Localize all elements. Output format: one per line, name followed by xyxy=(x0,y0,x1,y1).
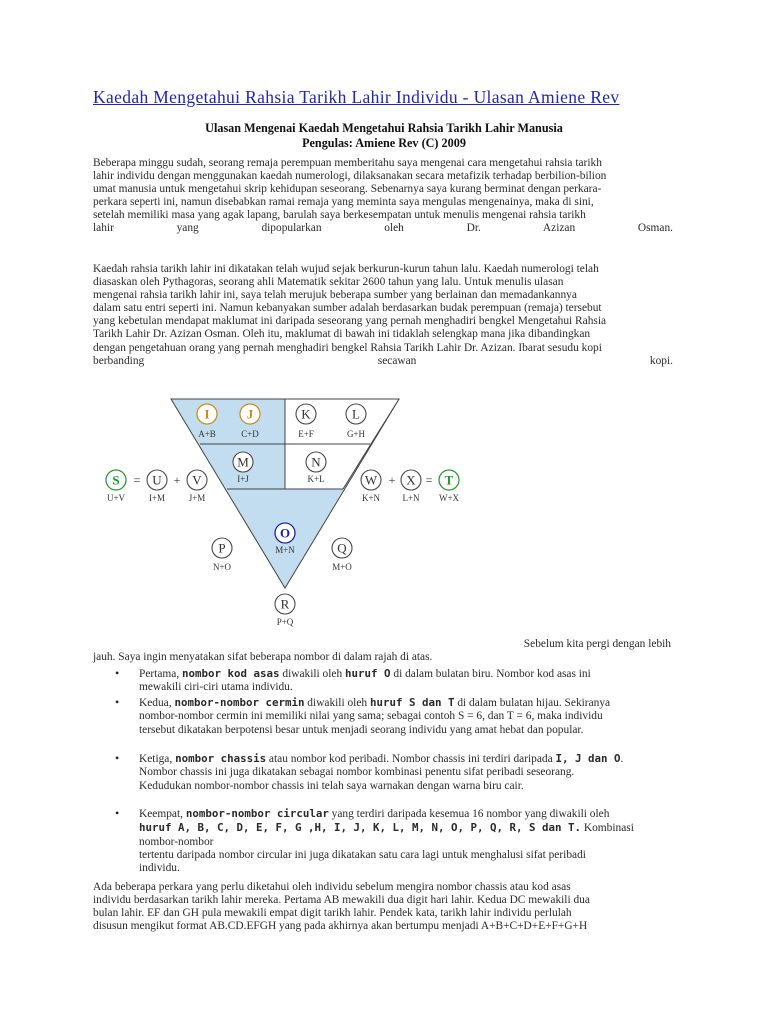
text-line: perkara seperti ini, namun disebabkan ramai remaja yang meminta saya mengulas mengenainya, maka di sini, xyxy=(93,196,594,209)
text-line: individu berdasarkan tarikh lahir mereka. Pertama AB mewakili dua digit hari lahir. Kedua DC mewakili dua xyxy=(93,894,590,907)
lead-in-paragraph xyxy=(93,638,673,664)
text-line: Beberapa minggu sudah, seorang remaja perempuan memberitahu saya mengenai cara mengetahui rahsia tarikh xyxy=(93,157,602,169)
node-s xyxy=(106,470,126,503)
format-paragraph xyxy=(93,881,673,933)
text-run: mewakili ciri-ciri utama individu. xyxy=(139,681,293,694)
text-line: yang kebetulan mendapat maklumat ini daripada seseorang yang pernah menghadiri bengkel Mengetahui Rahsia xyxy=(93,315,607,328)
node-formula: N+O xyxy=(212,562,232,572)
node-n xyxy=(306,452,326,484)
node-formula: C+D xyxy=(241,429,259,439)
text-run: Kedudukan nombor-nombor chassis ini telah saya warnakan dengan warna biru cair. xyxy=(139,779,524,792)
node-formula: G+H xyxy=(346,429,366,439)
text-run: diwakili oleh xyxy=(304,697,370,709)
node-formula: A+B xyxy=(198,429,216,439)
text-line: dengan pengetahuan orang yang pernah menghadiri bengkel Rahsia Tarikh Lahir Dr. Azizan. Ibarat sesudu kopi xyxy=(93,341,602,354)
bullet-item-circular xyxy=(139,807,674,875)
text-run: diwakili oleh xyxy=(279,668,346,680)
bullet-item-cermin xyxy=(139,696,674,737)
text-run: di dalam bulatan hijau. Sekiranya xyxy=(454,697,611,709)
node-k xyxy=(296,404,316,439)
equals-sign: = xyxy=(133,473,141,487)
bold-term: huruf A, B, C, D, E, F, G ,H, I, J, K, L, M, N, O, P, Q, R, S dan T. xyxy=(139,821,582,835)
text-line: Tarikh Lahir Dr. Azizan Osman. Oleh itu, maklumat di bawah ini tidaklah selengkap mana jika dibandingkan xyxy=(93,328,591,341)
node-letter: Q xyxy=(337,540,347,556)
node-j xyxy=(240,404,260,439)
node-formula: P+Q xyxy=(276,617,294,627)
text-line: setelah memiliki masa yang agak lapang, barulah saya berkesempatan untuk menulis mengenai rahsia tarikh xyxy=(93,209,586,222)
node-formula: J+M xyxy=(188,493,206,503)
node-letter: W xyxy=(364,472,378,488)
node-letter: O xyxy=(279,525,291,541)
node-formula: E+F xyxy=(298,429,314,439)
node-letter: M xyxy=(237,454,249,470)
node-o xyxy=(275,523,295,555)
node-v xyxy=(187,470,207,503)
text-run: Kombinasi nombor-nombor xyxy=(139,822,634,848)
node-letter: J xyxy=(246,406,254,422)
text-run: Nombor chassis ini juga dikatakan sebagai nombor kombinasi penentu sifat peribadi seseorang. xyxy=(139,766,575,779)
bullet-marker: • xyxy=(115,695,120,709)
text-run: atau nombor kod peribadi. Nombor chassis ini terdiri daripada xyxy=(266,753,556,765)
bold-term: nombor kod asas xyxy=(182,667,280,680)
plus-sign: + xyxy=(173,473,181,487)
page-title[interactable]: Kaedah Mengetahui Rahsia Tarikh Lahir Individu - Ulasan Amiene Rev xyxy=(93,87,620,107)
node-w xyxy=(361,470,381,503)
node-q xyxy=(332,538,352,572)
node-formula: M+O xyxy=(332,562,352,572)
node-letter: I xyxy=(204,406,210,422)
node-t xyxy=(439,470,460,503)
text-line: lahir individu dengan menggunakan kaedah numerologi, dilaksanakan secara metafizik terhadap berbilion-bilion xyxy=(93,170,607,183)
bold-term: nombor-nombor circular xyxy=(185,807,329,820)
node-letter: S xyxy=(112,472,120,488)
bold-term: huruf O xyxy=(345,667,391,680)
text-run: yang terdiri daripada kesemua 16 nombor yang diwakili oleh xyxy=(328,808,610,820)
node-x xyxy=(401,470,421,503)
node-formula: I+M xyxy=(148,493,166,503)
bold-term: huruf S dan T xyxy=(369,696,455,709)
text-line: diasaskan oleh Pythagoras, seorang ahli Matematik sekitar 2600 tahun yang lalu. Untuk menulis ulasan xyxy=(93,276,564,289)
bold-term: nombor chassis xyxy=(175,752,267,765)
text-run: Kedua, xyxy=(139,697,175,709)
text-run: individu. xyxy=(139,862,180,875)
text-run: tertentu daripada nombor circular ini juga dikatakan satu cara lagi untuk menghalusi sifat peribadi xyxy=(139,848,586,861)
node-r xyxy=(275,594,295,627)
bullet-marker: • xyxy=(115,751,120,765)
node-i xyxy=(197,404,217,439)
node-p xyxy=(212,538,232,572)
text-line: bulan lahir. EF dan GH pula mewakili empat digit tarikh lahir. Pendek kata, tarikh lahir individu perlulah xyxy=(93,907,572,920)
text-run: Pertama, xyxy=(139,668,183,680)
node-formula: W+X xyxy=(438,493,460,503)
text-run: Keempat, xyxy=(139,808,186,820)
text-line: berbanding secawan kopi. xyxy=(93,354,673,367)
node-letter: R xyxy=(280,596,290,612)
text-run: di dalam bulatan biru. Nombor kod asas ini xyxy=(390,668,591,680)
equals-sign: = xyxy=(425,473,433,487)
node-formula: M+N xyxy=(275,545,295,555)
node-letter: X xyxy=(406,472,416,488)
node-letter: T xyxy=(444,472,454,488)
node-formula: L+N xyxy=(402,493,420,503)
node-letter: K xyxy=(301,406,311,422)
bullet-marker: • xyxy=(115,806,120,820)
bold-term: I, J dan O xyxy=(555,752,621,765)
bullet-item-kod-asas xyxy=(139,667,674,695)
subtitle-heading: Ulasan Mengenai Kaedah Mengetahui Rahsia Tarikh Lahir Manusia xyxy=(205,121,563,135)
text-run: tersebut dikatakan berpotensi besar untuk menjadi seorang individu yang amat hebat dan popular. xyxy=(139,723,584,736)
bold-term: nombor-nombor cermin xyxy=(174,696,305,709)
node-formula: K+N xyxy=(361,493,381,503)
node-letter: P xyxy=(218,540,226,556)
text-line: umat manusia untuk mengetahui skrip kehidupan seseorang. Sebenarnya saya kurang berminat dengan perkara- xyxy=(93,183,602,196)
node-l xyxy=(346,404,366,439)
node-letter: V xyxy=(192,472,202,488)
text-run: . xyxy=(620,753,624,765)
plus-sign: + xyxy=(388,473,396,487)
text-run: Ketiga, xyxy=(139,753,176,765)
text-line: lahir yang dipopularkan oleh Dr. Azizan Osman. xyxy=(93,222,673,235)
bullet-item-chassis xyxy=(139,752,674,793)
text-line: jauh. Saya ingin menyatakan sifat beberapa nombor di dalam rajah di atas. xyxy=(93,651,433,664)
text-line: Ada beberapa perkara yang perlu diketahui oleh individu sebelum mengira nombor chassis atau kod asas xyxy=(93,881,571,893)
text-line: dalam satu entri seperti ini. Namun kebanyakan sumber adalah berdasarkan budak perempuan (remaja) tersebut xyxy=(93,302,602,315)
node-letter: L xyxy=(352,406,360,422)
reviewer-heading: Pengulas: Amiene Rev (C) 2009 xyxy=(302,136,466,150)
node-letter: N xyxy=(311,454,321,470)
node-u xyxy=(147,470,167,503)
text-line: disusun mengikut format AB.CD.EFGH yang pada akhirnya akan bertumpu menjadi A+B+C+D+E+F+G+H xyxy=(93,920,588,933)
node-formula: I+J xyxy=(237,474,249,484)
bullet-marker: • xyxy=(115,666,120,680)
node-letter: U xyxy=(152,472,162,488)
node-formula: U+V xyxy=(106,493,126,503)
text-line: mengenai rahsia tarikh lahir ini, saya telah merujuk beberapa sumber yang berlainan dan memadankannya xyxy=(93,289,577,302)
text-line: Sebelum kita pergi dengan lebih xyxy=(523,638,671,650)
text-line: Kaedah rahsia tarikh lahir ini dikatakan telah wujud sejak berkurun-kurun tahun lalu. Kaedah numerologi telah xyxy=(93,263,599,275)
node-formula: K+L xyxy=(307,474,325,484)
text-run: nombor-nombor cermin ini memiliki nilai yang sama; sebagai contoh S = 6, dan T = 6, maka individu xyxy=(139,710,603,723)
